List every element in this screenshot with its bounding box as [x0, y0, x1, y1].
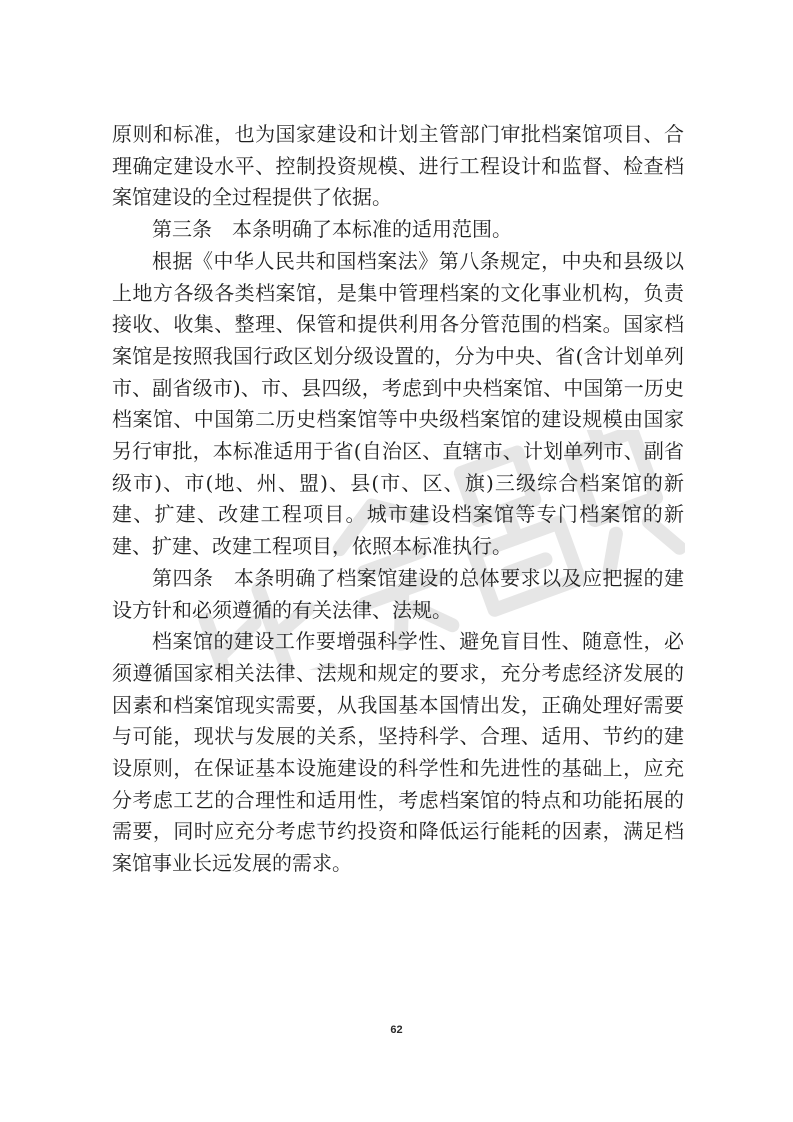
- paragraph-continuation: 原则和标准，也为国家建设和计划主管部门审批档案馆项目、合理确定建设水平、控制投资规模、进行工程设计和监督、检查档案馆建设的全过程提供了依据。: [112, 122, 684, 210]
- paragraph-article-4: 第四条 本条明确了档案馆建设的总体要求以及应把握的建设方针和必须遵循的有关法律、法规。: [112, 565, 684, 622]
- paragraph-requirements-detail: 档案馆的建设工作要增强科学性、避免盲目性、随意性，必须遵循国家相关法律、法规和规定的要求，充分考虑经济发展的因素和档案馆现实需要，从我国基本国情出发，正确处理好需要与可能，现状与发展的关系，坚持科学、合理、适用、节约的建设原则，在保证基本设施建设的科学性和先进性的基础上，应充分考虑工艺的合理性和适用性，考虑档案馆的特点和功能拓展的需要，同时应充分考虑节约投资和降低运行能耗的因素，满足档案馆事业长远发展的需求。: [112, 629, 684, 876]
- paragraph-scope-detail: 根据《中华人民共和国档案法》第八条规定，中央和县级以上地方各级各类档案馆，是集中管理档案的文化事业机构，负责接收、收集、整理、保管和提供利用各分管范围的档案。国家档案馆是按照我国行政区划分级设置的，分为中央、省(含计划单列市、副省级市)、市、县四级，考虑到中央档案馆、中国第一历史档案馆、中国第二历史档案馆等中央级档案馆的建设规模由国家另行审批，本标准适用于省(自治区、直辖市、计划单列市、副省级市)、市(地、州、盟)、县(市、区、旗)三级综合档案馆的新建、扩建、改建工程项目。城市建设档案馆等专门档案馆的新建、扩建、改建工程项目，依照本标准执行。: [112, 248, 684, 559]
- body-text: [112, 119, 684, 880]
- paragraph-article-3: 第三条 本条明确了本标准的适用范围。: [152, 217, 512, 242]
- page-number: 62: [390, 1024, 403, 1036]
